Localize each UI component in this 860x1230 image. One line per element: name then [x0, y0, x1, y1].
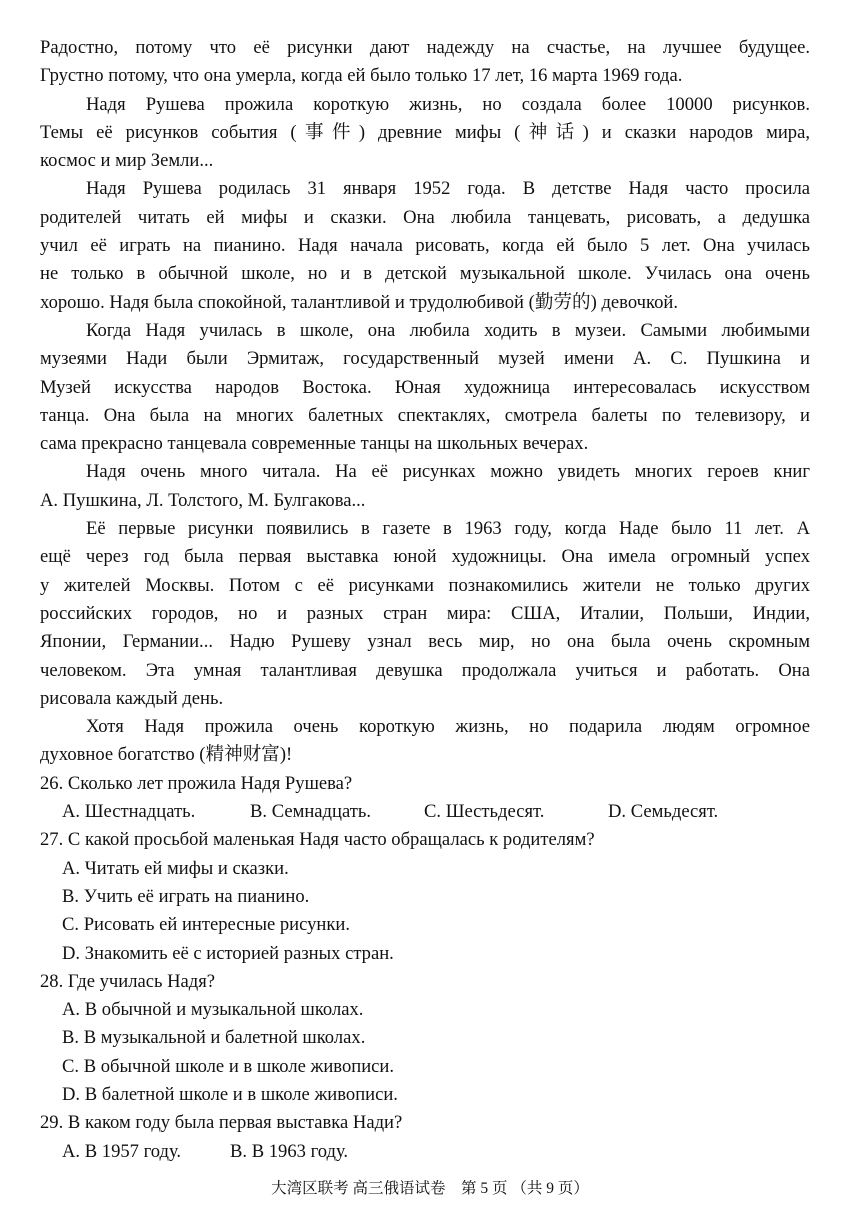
text-line: А. Пушкина, Л. Толстого, М. Булгакова... [40, 489, 366, 511]
text-line: у жителей Москвы. Потом с её рисунками познакомились жители не только других [40, 574, 810, 596]
text-line: космос и мир Земли... [40, 150, 214, 172]
text-line: Надя Рушева родилась 31 января 1952 года. В детстве Надя часто просила [86, 178, 810, 200]
text-line: Музей искусства народов Востока. Юная художница интересовалась искусством [40, 376, 810, 398]
text-line: Грустно потому, что она умерла, когда ей было только 17 лет, 16 марта 1969 года. [40, 65, 683, 87]
answer-option: C. Шестьдесят. [424, 801, 545, 823]
text-line: музеями Нади были Эрмитаж, государственный музей имени А. С. Пушкина и [40, 348, 810, 370]
text-line: российских городов, но и разных стран мира: США, Италии, Польши, Индии, [40, 602, 810, 624]
text-line: человеком. Эта умная талантливая девушка продолжала учиться и работать. Она [40, 659, 810, 681]
answer-option: B. Семнадцать. [250, 801, 371, 823]
text-line: Когда Надя училась в школе, она любила ходить в музеи. Самыми любимыми [86, 319, 810, 341]
page-footer: 大湾区联考 高三俄语试卷 第 5 页 （共 9 页） [271, 1180, 589, 1197]
answer-option: B. В музыкальной и балетной школах. [62, 1027, 366, 1049]
paragraph [40, 458, 810, 515]
question-text: 28. Где училась Надя? [40, 970, 216, 992]
text-line: Темы её рисунков события (事件) древние мифы (神话) и сказки народов мира, [40, 121, 810, 143]
text-line: Надя Рушева прожила короткую жизнь, но создала более 10000 рисунков. [86, 93, 810, 115]
question [40, 826, 810, 967]
paragraph [40, 91, 810, 176]
question-text: 26. Сколько лет прожила Надя Рушева? [40, 772, 353, 794]
question [40, 1109, 810, 1166]
question-text: 27. С какой просьбой маленькая Надя часто обращалась к родителям? [40, 829, 595, 851]
text-line: хорошо. Надя была спокойной, талантливой и трудолюбивой (勤劳的) девочкой. [40, 291, 678, 313]
question [40, 770, 810, 827]
text-line: танца. Она была на многих балетных спектаклях, смотрела балеты по телевизору, и [40, 404, 810, 426]
text-line: Надя очень много читала. На её рисунках можно увидеть многих героев книг [86, 461, 810, 483]
text-line: сама прекрасно танцевала современные танцы на школьных вечерах. [40, 433, 589, 455]
text-line: Японии, Германии... Надю Рушеву узнал весь мир, но она была очень скромным [40, 631, 810, 653]
text-line: родителей читать ей мифы и сказки. Она любила танцевать, рисовать, а дедушка [40, 206, 810, 228]
answer-option: C. В обычной школе и в школе живописи. [62, 1055, 394, 1077]
question-text: 29. В каком году была первая выставка Нади? [40, 1112, 403, 1134]
question [40, 968, 810, 1109]
text-line: Хотя Надя прожила очень короткую жизнь, но подарила людям огромное [86, 716, 810, 738]
answer-option: A. В 1957 году. [62, 1140, 182, 1162]
answer-option: A. В обычной и музыкальной школах. [62, 999, 364, 1021]
document-body [40, 34, 810, 1166]
paragraph [40, 175, 810, 316]
paragraph [40, 317, 810, 458]
answer-option: D. Семьдесят. [608, 801, 719, 823]
answer-option: D. В балетной школе и в школе живописи. [62, 1083, 398, 1105]
answer-option: C. Рисовать ей интересные рисунки. [62, 914, 350, 936]
answer-option: A. Читать ей мифы и сказки. [62, 857, 289, 879]
answer-options [40, 798, 810, 826]
answer-options [40, 1138, 810, 1166]
text-line: учил её играть на пианино. Надя начала рисовать, когда ей было 5 лет. Она училась [40, 235, 810, 257]
text-line: духовное богатство (精神财富)! [40, 744, 293, 766]
answer-option: B. Учить её играть на пианино. [62, 885, 310, 907]
paragraph [40, 34, 810, 91]
answer-option: B. В 1963 году. [230, 1140, 349, 1162]
paragraph [40, 713, 810, 770]
answer-option: D. Знакомить её с историей разных стран. [62, 942, 394, 964]
text-line: Её первые рисунки появились в газете в 1963 году, когда Наде было 11 лет. А [86, 518, 810, 540]
text-line: рисовала каждый день. [40, 687, 224, 709]
paragraph [40, 515, 810, 713]
answer-option: A. Шестнадцать. [62, 801, 196, 823]
text-line: не только в обычной школе, но и в детской музыкальной школе. Училась она очень [40, 263, 810, 285]
text-line: ещё через год была первая выставка юной художницы. Она имела огромный успех [40, 546, 810, 568]
text-line: Радостно, потому что её рисунки дают надежду на счастье, на лучшее будущее. [40, 37, 810, 58]
